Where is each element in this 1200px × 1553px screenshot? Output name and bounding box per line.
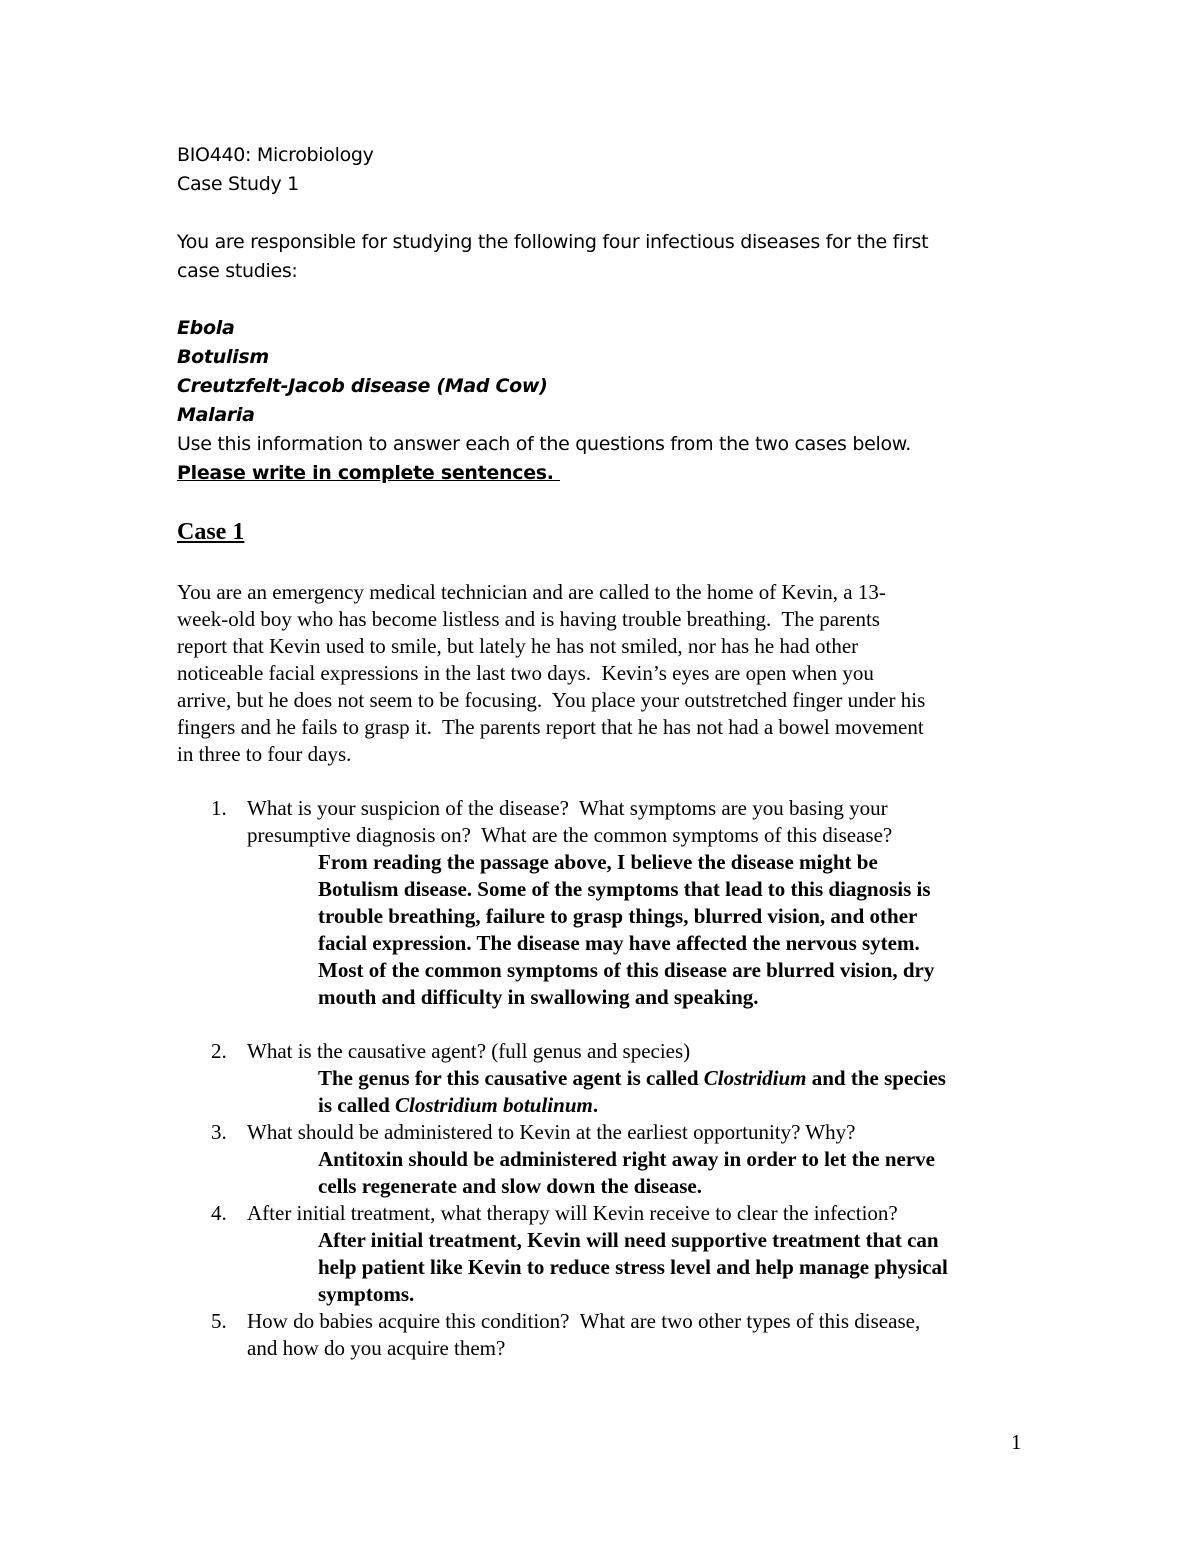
species-name: Clostridium botulinum [395,1093,593,1117]
scenario-line: in three to four days. [177,742,352,766]
scenario-line: noticeable facial expressions in the last two days. Kevin’s eyes are open when you [177,661,874,685]
answer-line: trouble breathing, failure to grasp things, blurred vision, and other [318,904,918,928]
question-item-2 [177,1038,1077,1119]
spacer [177,1011,1077,1038]
question-item-1 [177,795,1077,1011]
answer-line: help patient like Kevin to reduce stress level and help manage physical [318,1255,948,1279]
scenario-line: You are an emergency medical technician and are called to the home of Kevin, a 13- [177,580,886,604]
disease-item-botulism: Botulism [177,346,269,368]
answer-line [318,1092,1077,1119]
scenario-line: week-old boy who has become listless and is having trouble breathing. The parents [177,607,880,631]
instruction-text: Use this information to answer each of the questions from the two cases below. [177,433,912,455]
answer-line: After initial treatment, Kevin will need supportive treatment that can [318,1228,939,1252]
question-number: 3. [211,1120,227,1144]
answer-line: Botulism disease. Some of the symptoms that lead to this diagnosis is [318,877,931,901]
question-number: 5. [211,1309,227,1333]
answer-line [318,1065,1077,1092]
intro-line: You are responsible for studying the following four infectious diseases for the first [177,231,929,253]
question-text: and how do you acquire them? [247,1336,506,1360]
answer-text: and the species [806,1066,946,1090]
page-number: 1 [1011,1430,1022,1454]
case-heading: Case 1 [177,519,245,545]
answer-text: is called [318,1093,395,1117]
answer-text: The genus for this causative agent is called [318,1066,704,1090]
question-text: What should be administered to Kevin at the earliest opportunity? Why? [247,1120,856,1144]
question-text: presumptive diagnosis on? What are the common symptoms of this disease? [247,823,893,847]
document-header [177,141,374,199]
intro-paragraph [177,228,1017,286]
question-text: What is your suspicion of the disease? What symptoms are you basing your [247,796,888,820]
answer-4 [247,1227,1077,1308]
question-text: After initial treatment, what therapy will Kevin receive to clear the infection? [247,1201,898,1225]
question-number: 2. [211,1039,227,1063]
case-scenario [177,579,925,768]
question-list [177,795,1077,1362]
answer-line: symptoms. [318,1282,415,1306]
question-number: 4. [211,1201,227,1225]
answer-3 [247,1146,1077,1200]
answer-line: facial expression. The disease may have affected the nervous sytem. [318,931,920,955]
answer-line: Antitoxin should be administered right away in order to let the nerve [318,1147,935,1171]
answer-1 [247,849,1077,1011]
case-study-title: Case Study 1 [177,173,299,195]
disease-item-ebola: Ebola [177,317,235,339]
answer-line: cells regenerate and slow down the disease. [318,1174,702,1198]
answer-text: . [592,1093,599,1117]
question-item-5 [177,1308,1077,1362]
question-item-3 [177,1119,1077,1200]
answer-line: mouth and difficulty in swallowing and speaking. [318,985,759,1009]
scenario-line: report that Kevin used to smile, but lately he has not smiled, nor has he had other [177,634,859,658]
question-text: What is the causative agent? (full genus and species) [247,1039,691,1063]
answer-line: Most of the common symptoms of this disease are blurred vision, dry [318,958,935,982]
course-title: BIO440: Microbiology [177,144,374,166]
disease-item-creutzfelt-jacob: Creutzfelt-Jacob disease (Mad Cow) [177,375,548,397]
disease-item-malaria: Malaria [177,404,255,426]
intro-line: case studies: [177,260,298,282]
scenario-line: fingers and he fails to grasp it. The parents report that he has not had a bowel movement [177,715,924,739]
complete-sentences-instruction: Please write in complete sentences. [177,462,561,484]
answer-2 [247,1065,1077,1119]
question-text: How do babies acquire this condition? What are two other types of this disease, [247,1309,921,1333]
question-item-4 [177,1200,1077,1308]
instructions [177,430,911,488]
question-number: 1. [211,796,227,820]
disease-list [177,314,548,430]
scenario-line: arrive, but he does not seem to be focusing. You place your outstretched finger under his [177,688,926,712]
answer-line: From reading the passage above, I believe the disease might be [318,850,878,874]
genus-name: Clostridium [703,1066,807,1090]
